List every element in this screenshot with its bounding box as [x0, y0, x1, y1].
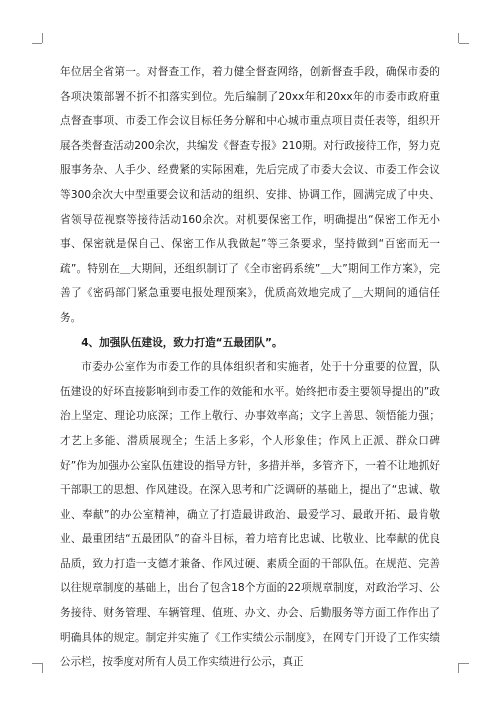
- body-text: [60, 60, 440, 675]
- paragraph-team-building: 市委办公室作为市委工作的具体组织者和实施者，处于十分重要的位置，队伍建设的好坏直接影响到市委工作的效能和水平。始终把市委主要领导提出的”政治上坚定、理论功底深；工作上敬行、办事效率高；文字上善思、领悟能力强；才艺上多能、潜质展现全；生活上多彩，个人形象佳；作风上正派、群众口碑好”作为加强办公室队伍建设的指导方针，多措并举，多管齐下，一着不让地抓好干部职工的思想、作风建设。在深入思考和广泛调研的基础上，提出了“忠诚、敬业、奉献”的办公室精神，确立了打造最讲政治、最爱学习、最敢开拓、最肯敬业、最重团结“五最团队”的奋斗目标，着力培育比忠诚、比敬业、比奉献的优良品质，致力打造一支德才兼备、作风过硬、素质全面的干部队伍。在规范、完善以往规章制度的基础上，出台了包含18个方面的22项规章制度，对政治学习、公务接待、财务管理、车辆管理、值班、办文、办会、后勤服务等方面工作作出了明确具体的规定。制定并实施了《工作实绩公示制度》，在网专门开设了工作实绩公示栏，按季度对所有人员工作实绩进行公示，真正: [60, 361, 440, 669]
- paragraph-supervision-reception-confidentiality: 年位居全省第一。对督查工作，着力健全督查网络，创新督查手段，确保市委的各项决策部署不折不扣落实到位。先后编制了20xx年和20xx年的市委市政府重点督查事项、市委工作会议目标任务分解和中心城市重点项目责任表等，组织开展各类督查活动200余次，共编发《督查专报》210期。对行政接待工作，努力克服事务杂、人手少、经费紧的实际困难，先后完成了市委大会议、市委工作会议等300余次大中型重要会议和活动的组织、安排、协调工作，圆满完成了中央、省领导莅视察等接待活动160余次。对机要保密工作，明确提出“保密工作无小事、保密就是保自己、保密工作从我做起”等三条要求，坚持做到“百密而无一疏”。特别在＿大期间，还组织制订了《全市密码系统”＿大”期间工作方案》，完善了《密码部门紧急重要电报处理预案》，优质高效地完成了＿大期间的通信任务。: [60, 66, 440, 324]
- section-heading-team-building: 4、加强队伍建设，致力打造“五最团队”。: [81, 336, 283, 349]
